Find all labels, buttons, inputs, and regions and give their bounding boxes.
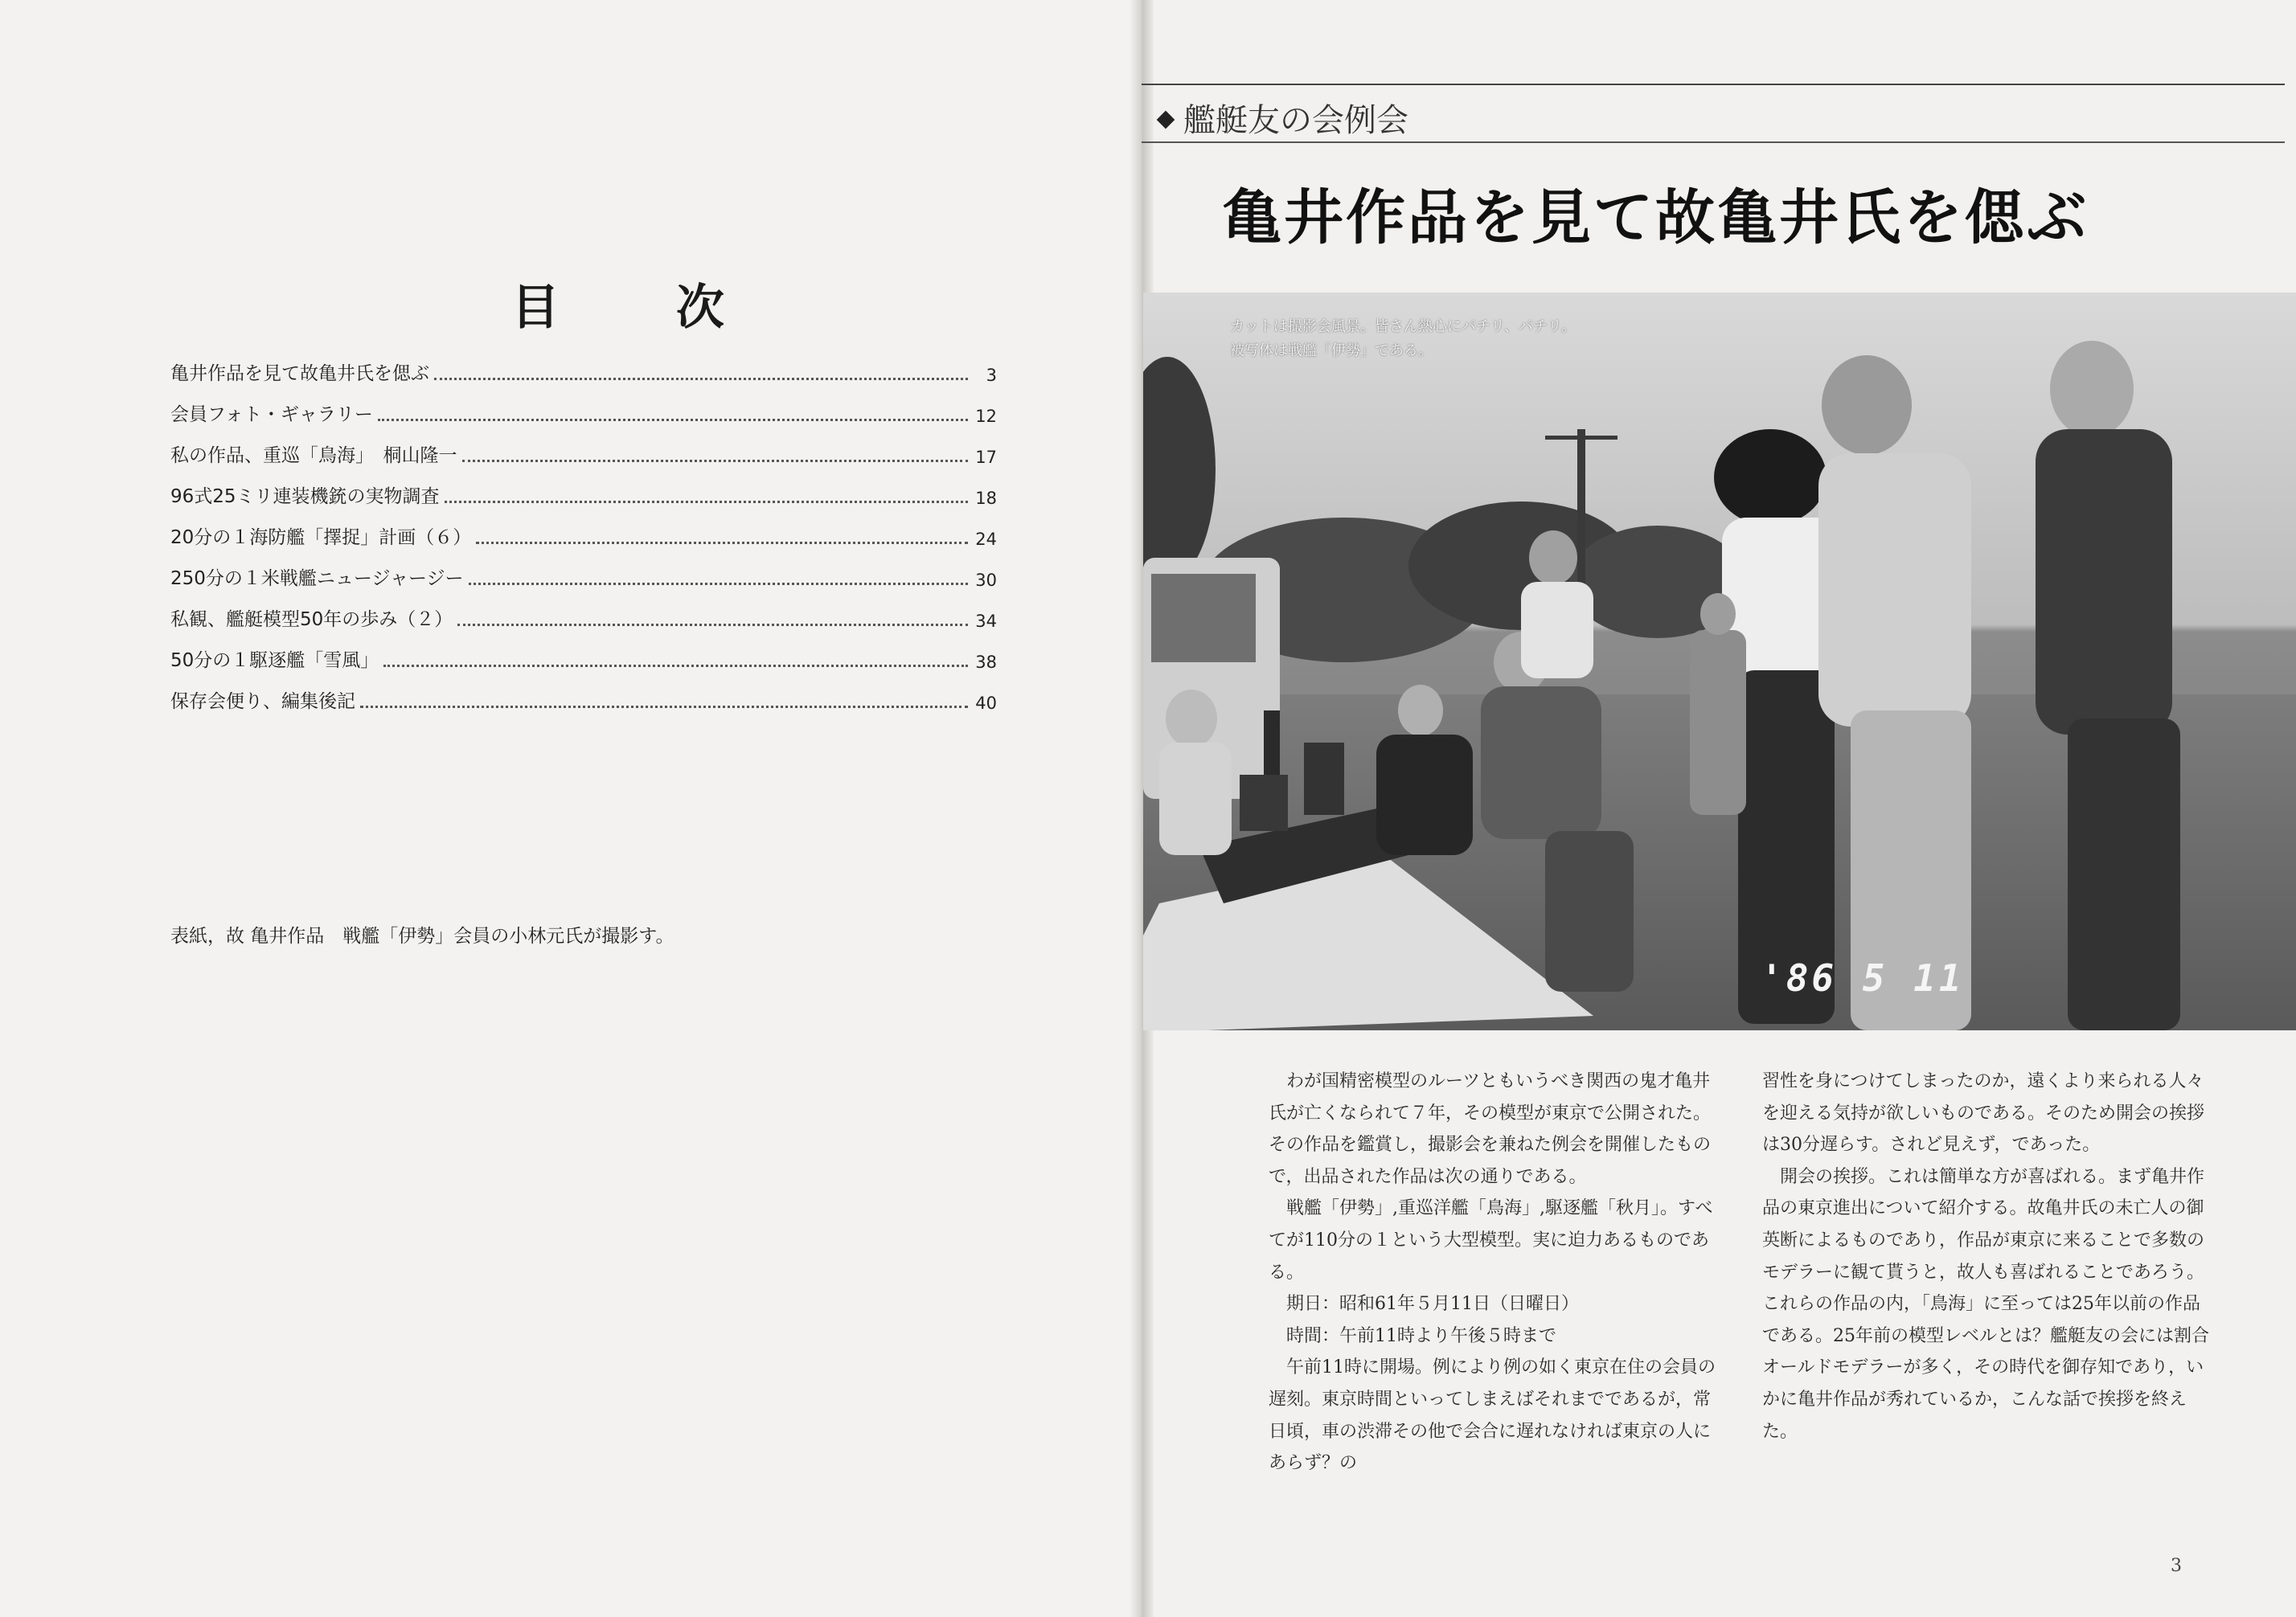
table-of-contents [170, 344, 997, 713]
toc-leader-dots [476, 541, 968, 544]
paragraph: 時間：午前11時より午後５時まで [1269, 1325, 1556, 1346]
toc-leader-dots [434, 377, 968, 380]
toc-entry-page: 18 [975, 489, 997, 508]
toc-entry[interactable] [170, 426, 997, 467]
toc-entry-label: 私の作品、重巡「鳥海」 桐山隆一 [170, 445, 457, 466]
toc-entry-page: 3 [986, 366, 997, 385]
toc-entry-page: 30 [975, 571, 997, 590]
article-column-left [1269, 1066, 1719, 1480]
toc-leader-dots [469, 582, 968, 585]
paragraph: 午前11時に開場。例により例の如く東京在住の会員の遅刻。東京時間といってしまえばそれまでであるが，常日頃，車の渋滞その他で会合に遅れなければ東京の人にあらず？の [1269, 1357, 1716, 1474]
toc-leader-dots [360, 705, 968, 708]
toc-entry-page: 38 [975, 653, 997, 672]
toc-entry-label: 96式25ミリ連装機銃の実物調査 [170, 486, 440, 507]
article-photo [1143, 293, 2296, 1030]
toc-entry[interactable] [170, 467, 997, 508]
toc-entry-page: 12 [975, 407, 997, 426]
paragraph: 期日：昭和61年５月11日（日曜日） [1269, 1294, 1579, 1315]
left-page [0, 0, 1142, 1617]
cover-note: 表紙，故 亀井作品 戦艦「伊勢」会員の小林元氏が撮影す。 [170, 926, 674, 947]
toc-entry-label: 50分の１駆逐艦「雪風」 [170, 650, 379, 671]
toc-entry[interactable] [170, 590, 997, 631]
paragraph: 習性を身につけてしまったのか，遠くより来られる人々を迎える気持が欲しいものである。そのため開会の挨拶は30分遅らす。されど見えず，であった。 [1762, 1071, 2205, 1156]
toc-leader-dots [445, 500, 968, 503]
toc-entry-label: 保存会便り、編集後記 [170, 691, 355, 712]
toc-leader-dots [383, 664, 968, 667]
section-header [1158, 95, 1408, 141]
article-title: 亀井作品を見て故亀井氏を偲ぶ [1222, 183, 2089, 252]
toc-leader-dots [462, 459, 969, 462]
toc-entry-page: 17 [975, 448, 997, 467]
paragraph: 戦艦「伊勢」,重巡洋艦「鳥海」,駆逐艦「秋月」。すべてが110分の１という大型模型。実に迫力あるものである。 [1269, 1198, 1713, 1283]
toc-title: 目 次 [511, 280, 774, 336]
photo-illustration [1143, 293, 2296, 1030]
toc-entry-page: 24 [975, 530, 997, 549]
article-column-right [1762, 1066, 2212, 1447]
toc-entry-label: 20分の１海防艦「擇捉」計画（６） [170, 527, 472, 548]
toc-entry-label: 250分の１米戦艦ニュージャージー [170, 568, 464, 589]
photo-caption: カットは撮影会風景。皆さん熱心にパチリ、パチリ。被写体は戦艦「伊勢」である。 [1230, 318, 1576, 359]
diamond-icon [1157, 111, 1175, 129]
page-number: 3 [2171, 1556, 2182, 1576]
section-rule [1142, 141, 2285, 143]
photo-date-stamp: '86 5 11 [1761, 956, 1965, 1000]
section-header-label: 艦艇友の会例会 [1183, 102, 1408, 139]
toc-entry[interactable] [170, 385, 997, 426]
toc-entry-page: 34 [975, 612, 997, 631]
paragraph: わが国精密模型のルーツともいうべき関西の鬼才亀井氏が亡くなられて７年，その模型が東京で公開された。その作品を鑑賞し，撮影会を兼ねた例会を開催したもので，出品された作品は次の通りである。 [1269, 1071, 1712, 1187]
toc-entry-label: 亀井作品を見て故亀井氏を偲ぶ [170, 363, 429, 384]
toc-entry-label: 私観、艦艇模型50年の歩み（２） [170, 609, 453, 630]
toc-leader-dots [378, 418, 968, 421]
toc-leader-dots [457, 623, 968, 626]
toc-entry[interactable] [170, 672, 997, 713]
toc-entry[interactable] [170, 344, 997, 385]
toc-entry-label: 会員フォト・ギャラリー [170, 404, 373, 425]
toc-entry[interactable] [170, 508, 997, 549]
paragraph: 開会の挨拶。これは簡単な方が喜ばれる。まず亀井作品の東京進出について紹介する。故亀井氏の未亡人の御英断によるものであり，作品が東京に来ることで多数のモデラーに観て貰うと，故人も喜ばれることであろう。これらの作品の内，「鳥海」に至っては25年以前の作品である。25年前の模型レベルとは？艦艇友の会には割合オールドモデラーが多く，その時代を御存知であり，いかに亀井作品が秀れているか，こんな話で挨拶を終えた。 [1762, 1166, 2209, 1442]
toc-entry[interactable] [170, 631, 997, 672]
toc-entry[interactable] [170, 549, 997, 590]
toc-entry-page: 40 [975, 694, 997, 713]
top-rule [1142, 84, 2285, 85]
